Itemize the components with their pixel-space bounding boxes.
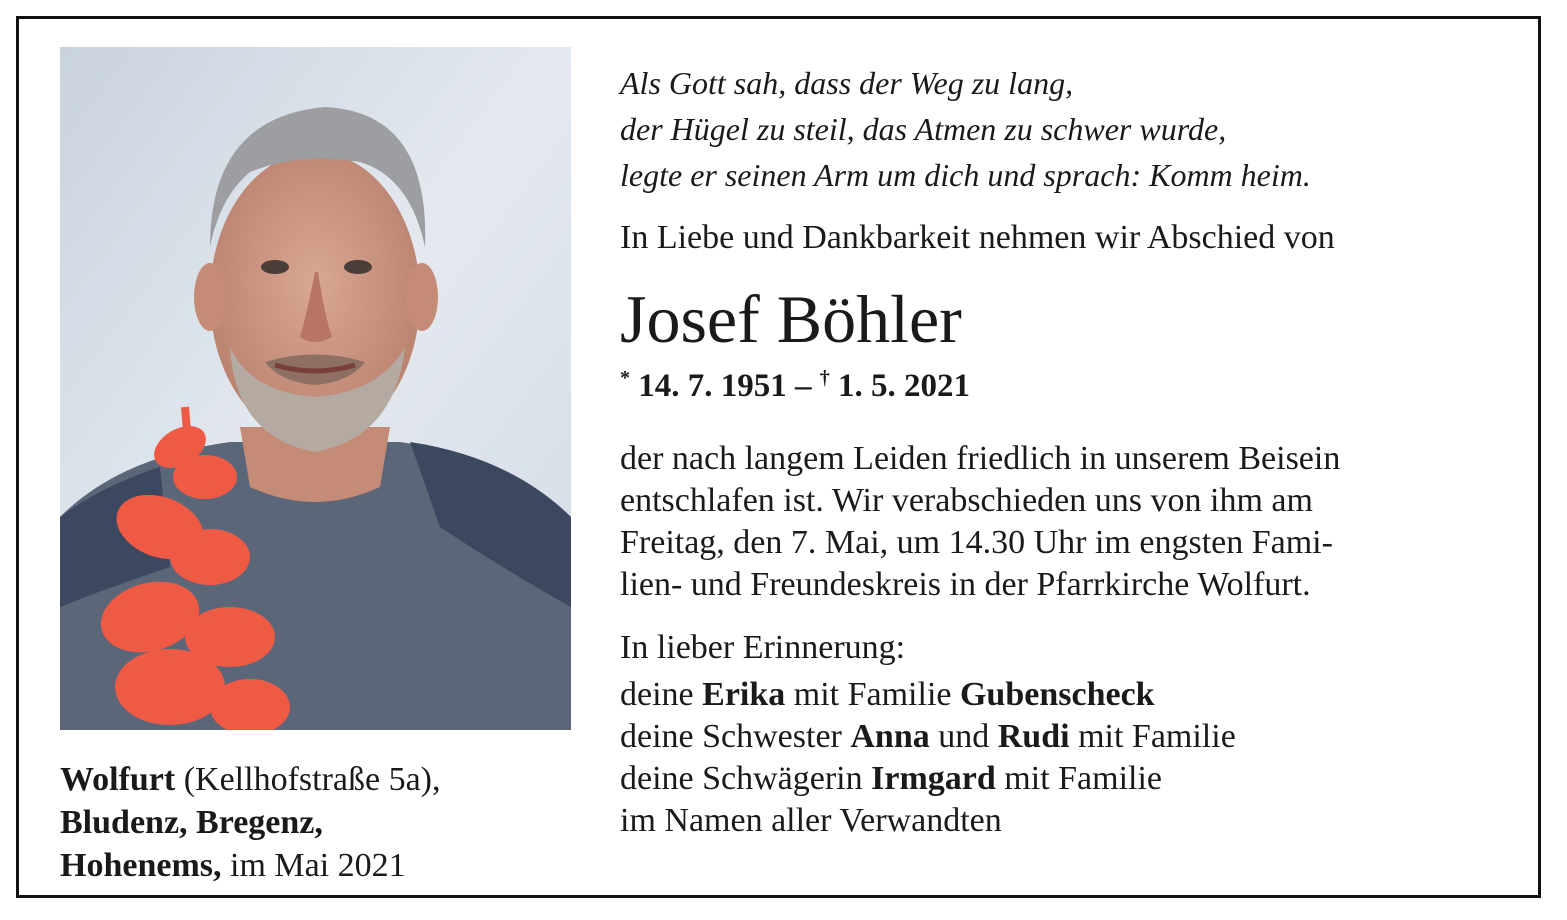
family-text: mit Familie — [1069, 718, 1236, 755]
family-line: im Namen aller Verwandten — [620, 802, 1002, 839]
birth-date: 14. 7. 1951 – — [630, 368, 820, 404]
body-line: lien- und Freundeskreis in der Pfarrkirche Wolfurt. — [620, 566, 1311, 603]
poem-line: der Hügel zu steil, das Atmen zu schwer wurde, — [620, 111, 1227, 147]
family-text: mit Familie — [995, 760, 1163, 797]
memory-heading: In lieber Erinnerung: — [620, 629, 906, 666]
family-text: deine — [620, 676, 703, 713]
body-line: Freitag, den 7. Mai, um 14.30 Uhr im engsten Fami- — [620, 524, 1333, 561]
place-and-date — [60, 758, 580, 887]
body-line: entschlafen ist. Wir verabschieden uns von ihm am — [620, 482, 1313, 519]
poem-line: Als Gott sah, dass der Weg zu lang, — [620, 65, 1074, 101]
deceased-name: Josef Böhler — [620, 281, 962, 357]
family-text: mit Familie — [785, 676, 960, 713]
place-town-hohenems: Hohenems, — [60, 847, 222, 884]
body-text — [620, 438, 1520, 606]
birth-star-icon: * — [620, 367, 630, 389]
intro-text: In Liebe und Dankbarkeit nehmen wir Abschied von — [620, 219, 1335, 256]
poem-line: legte er seinen Arm um dich und sprach: Komm heim. — [620, 157, 1311, 193]
life-dates — [620, 358, 1520, 406]
body-line: der nach langem Leiden friedlich in unserem Beisein — [620, 440, 1341, 477]
place-address: (Kellhofstraße 5a), — [175, 761, 441, 798]
place-date: im Mai 2021 — [221, 847, 406, 884]
family-text: und — [929, 718, 998, 755]
place-towns: Bludenz, Bregenz, — [60, 804, 323, 841]
poem — [620, 60, 1520, 198]
family-line — [620, 674, 1520, 716]
family-line — [620, 758, 1520, 800]
family-name: Rudi — [997, 718, 1070, 755]
death-date: 1. 5. 2021 — [829, 368, 970, 404]
death-cross-icon: † — [819, 367, 830, 389]
family-text: deine Schwester — [620, 718, 851, 755]
family-list — [620, 674, 1520, 842]
family-line — [620, 716, 1520, 758]
family-name: Irmgard — [871, 760, 996, 797]
family-name: Gubenscheck — [959, 676, 1155, 713]
family-name: Anna — [850, 718, 930, 755]
family-text: deine Schwägerin — [620, 760, 872, 797]
place-town-wolfurt: Wolfurt — [60, 761, 176, 798]
portrait-photo — [60, 47, 571, 730]
family-name: Erika — [702, 676, 786, 713]
notice-text — [620, 60, 1520, 842]
